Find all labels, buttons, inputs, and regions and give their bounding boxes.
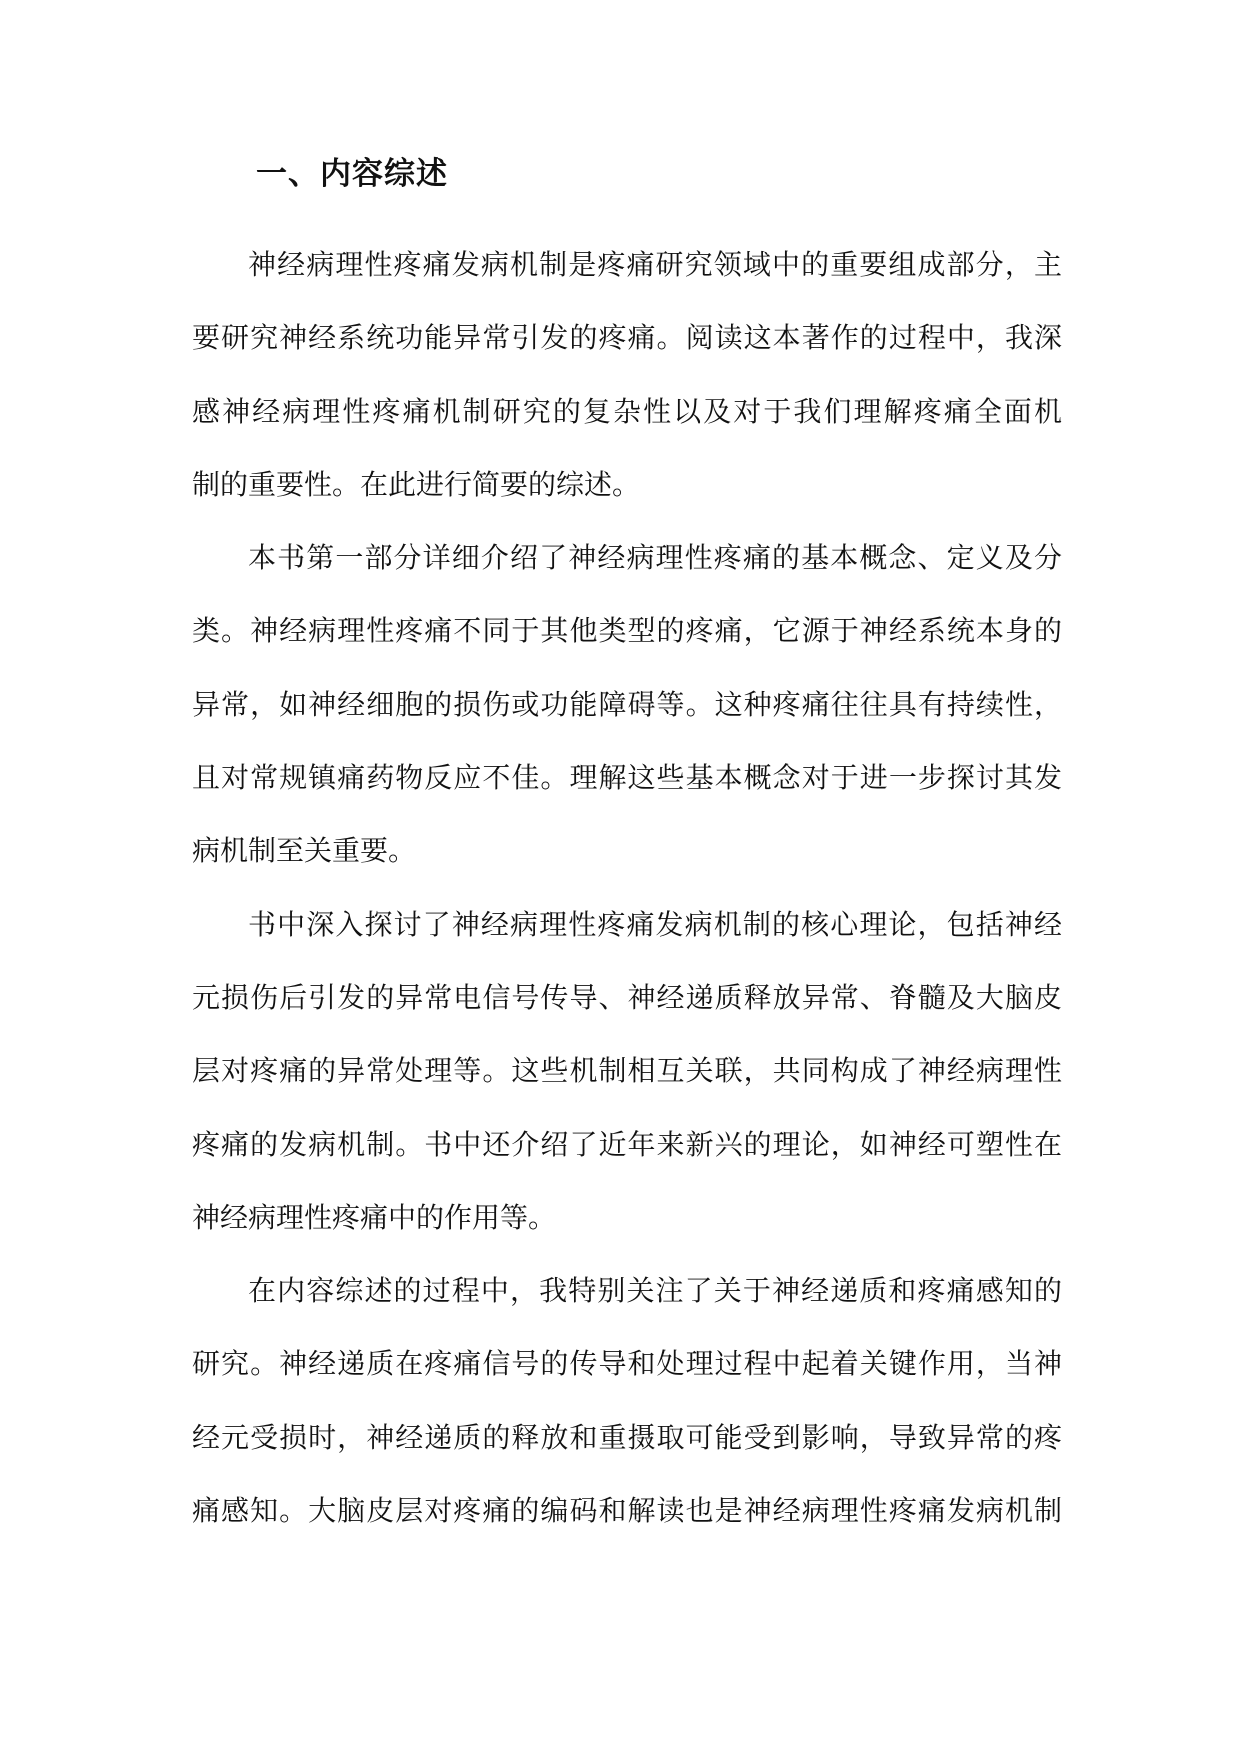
text-line: 层对疼痛的异常处理等。这些机制相互关联，共同构成了神经病理性: [192, 1054, 1062, 1088]
text-line: 制的重要性。在此进行简要的综述。: [192, 467, 641, 501]
text-line: 本书第一部分详细介绍了神经病理性疼痛的基本概念、定义及分: [248, 541, 1062, 575]
text-line: 痛感知。大脑皮层对疼痛的编码和解读也是神经病理性疼痛发病机制: [192, 1494, 1062, 1528]
text-line: 疼痛的发病机制。书中还介绍了近年来新兴的理论，如神经可塑性在: [192, 1127, 1062, 1161]
text-line: 元损伤后引发的异常电信号传导、神经递质释放异常、脊髓及大脑皮: [192, 980, 1062, 1014]
section-heading: 一、内容综述: [256, 156, 448, 192]
text-line: 研究。神经递质在疼痛信号的传导和处理过程中起着关键作用，当神: [192, 1347, 1062, 1381]
text-line: 在内容综述的过程中，我特别关注了关于神经递质和疼痛感知的: [248, 1274, 1062, 1308]
text-line: 神经病理性疼痛发病机制是疼痛研究领域中的重要组成部分，主: [248, 248, 1062, 281]
text-line: 感神经病理性疼痛机制研究的复杂性以及对于我们理解疼痛全面机: [192, 394, 1062, 428]
text-line: 病机制至关重要。: [192, 834, 417, 868]
text-line: 书中深入探讨了神经病理性疼痛发病机制的核心理论，包括神经: [248, 907, 1062, 941]
text-line: 神经病理性疼痛中的作用等。: [192, 1200, 557, 1234]
text-line: 且对常规镇痛药物反应不佳。理解这些基本概念对于进一步探讨其发: [192, 761, 1062, 795]
body-text: [192, 228, 1062, 1547]
text-line: 经元受损时，神经递质的释放和重摄取可能受到影响，导致异常的疼: [192, 1420, 1062, 1454]
text-line: 类。神经病理性疼痛不同于其他类型的疼痛，它源于神经系统本身的: [192, 614, 1062, 648]
text-line: 异常，如神经细胞的损伤或功能障碍等。这种疼痛往往具有持续性，: [192, 687, 1062, 721]
text-line: 要研究神经系统功能异常引发的疼痛。阅读这本著作的过程中，我深: [192, 321, 1062, 355]
